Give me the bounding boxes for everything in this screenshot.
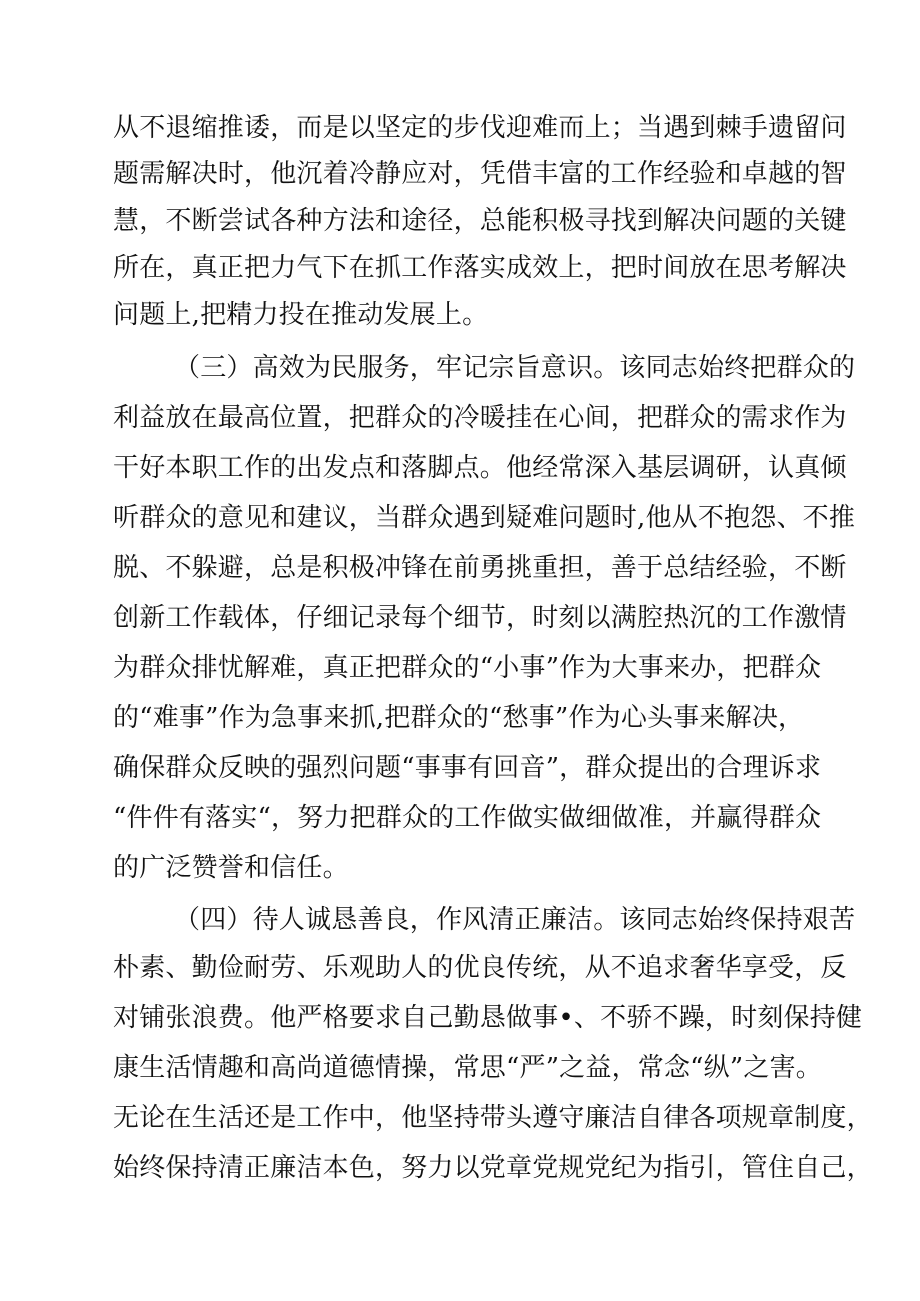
text-line: 脱、不躲避，总是积极冲锋在前勇挑重担，善于总结经验，不断: [113, 553, 847, 583]
text-line: 题需解决时，他沉着冷静应对，凭借丰富的工作经验和卓越的智: [113, 159, 847, 189]
text-line: 听群众的意见和建议，当群众遇到疑难问题时,他从不抱怨、不推: [113, 503, 856, 533]
text-line: “件件有落实“，努力把群众的工作做实做细做准，并赢得群众: [113, 803, 822, 833]
text-line: 的广泛赞誉和信任。: [113, 853, 349, 883]
text-line: （四）待人诚恳善良，作风清正廉洁。该同志始终保持艰苦: [174, 905, 856, 935]
text-line: 为群众排忧解难，真正把群众的“小事”作为大事来办，把群众: [113, 653, 822, 683]
text-line: 确保群众反映的强烈问题“事事有回音”，群众提出的合理诉求: [113, 753, 822, 783]
text-line: 无论在生活还是工作中，他坚持带头遵守廉洁自律各项规章制度，: [113, 1103, 873, 1133]
text-line: （三）高效为民服务，牢记宗旨意识。该同志始终把群众的: [174, 353, 856, 383]
text-line: 的“难事”作为急事来抓,把群众的“愁事”作为心头事来解决，: [113, 703, 805, 733]
text-line: 所在，真正把力气下在抓工作落实成效上，把时间放在思考解决: [113, 253, 847, 283]
text-line: 从不退缩推诿，而是以坚定的步伐迎难而上；当遇到棘手遗留问: [113, 113, 847, 143]
text-line: 对铺张浪费。他严格要求自己勤恳做事•、不骄不躁，时刻保持健: [113, 1003, 863, 1033]
text-line: 康生活情趣和高尚道德情操，常思“严”之益，常念“纵”之害。: [113, 1053, 822, 1083]
text-line: 慧，不断尝试各种方法和途径，总能积极寻找到解决问题的关键: [113, 206, 847, 236]
text-line: 利益放在最高位置，把群众的冷暖挂在心间，把群众的需求作为: [113, 403, 847, 433]
text-line: 问题上,把精力投在推动发展上。: [113, 300, 489, 330]
text-line: 始终保持清正廉洁本色，努力以党章党规党纪为指引，管住自己，: [113, 1153, 873, 1183]
text-line: 干好本职工作的出发点和落脚点。他经常深入基层调研，认真倾: [113, 453, 847, 483]
text-line: 朴素、勤俭耐劳、乐观助人的优良传统，从不追求奢华享受，反: [113, 953, 847, 983]
text-line: 创新工作载体，仔细记录每个细节，时刻以满腔热沉的工作激情: [113, 603, 847, 633]
